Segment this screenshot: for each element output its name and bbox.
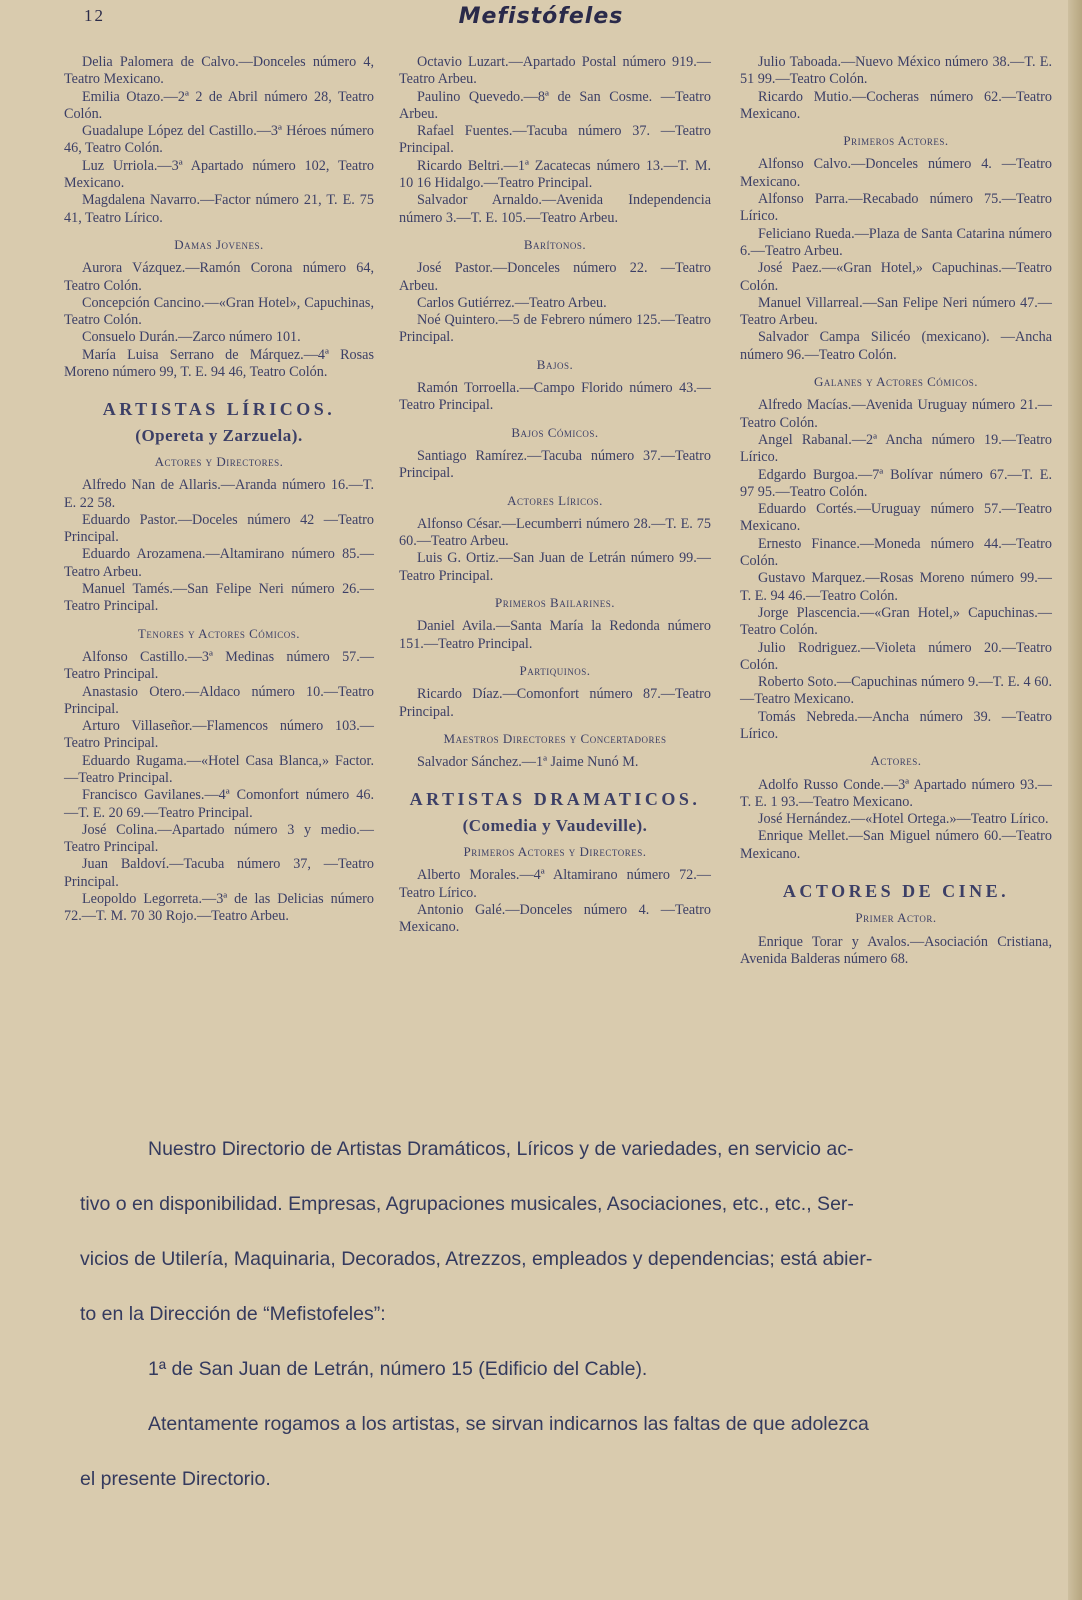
directory-entry: José Colina.—Apartado número 3 y medio.—Teatro Principal. [64,821,374,856]
notice-line: tivo o en disponibilidad. Empresas, Agrupaciones musicales, Asociaciones, etc., etc., Ser- [80,1193,854,1215]
directory-entry: Aurora Vázquez.—Ramón Corona número 64, Teatro Colón. [64,260,374,294]
directory-column-1 [64,54,374,926]
directory-entry: Alfonso César.—Lecumberri número 28.—T. E. 75 60.—Teatro Arbeu. [399,515,711,550]
directory-entry: José Pastor.—Donceles número 22. —Teatro Arbeu. [399,260,711,294]
directory-entry: Concepción Cancino.—«Gran Hotel», Capuchinas, Teatro Colón. [64,294,374,329]
section-subheading: Actores. [870,753,922,769]
section-subheading: Actores Líricos. [507,492,603,508]
directory-column-2 [399,54,711,936]
section-subheading: Maestros Directores y Concertadores [443,730,667,746]
directory-entry: Adolfo Russo Conde.—3ª Apartado número 93.—T. E. 1 93.—Teatro Mexicano. [740,776,1052,810]
directory-entry: Angel Rabanal.—2ª Ancha número 19.—Teatro Lírico. [740,431,1052,466]
directory-entry: Ricardo Beltri.—1ª Zacatecas número 13.—T. M. 10 16 Hidalgo.—Teatro Principal. [399,157,711,192]
section-subheading: Bajos Cómicos. [511,424,599,440]
directory-entry: Luis G. Ortiz.—San Juan de Letrán número 99.—Teatro Principal. [399,550,711,584]
masthead-title: Mefistófeles [458,4,624,29]
section-subheading: Primeros Actores. [843,133,949,149]
directory-entry: Noé Quintero.—5 de Febrero número 125.—Teatro Principal. [399,312,711,346]
directory-entry: Ricardo Mutio.—Cocheras número 62.—Teatro Mexicano. [740,88,1052,122]
section-subtitle: (Opereta y Zarzuela). [135,425,303,445]
section-heading: ARTISTAS LÍRICOS. [102,399,336,420]
section-subheading: Bajos. [536,356,574,372]
directory-entry: Enrique Torar y Avalos.—Asociación Cristiana, Avenida Balderas número 68. [740,933,1052,967]
directory-entry: Alberto Morales.—4ª Altamirano número 72.—Teatro Lírico. [399,867,711,901]
directory-entry: Santiago Ramírez.—Tacuba número 37.—Teatro Principal. [399,447,711,482]
directory-entry: Salvador Arnaldo.—Avenida Independencia número 3.—T. E. 105.—Teatro Arbeu. [399,192,711,226]
notice-line: 1ª de San Juan de Letrán, número 15 (Edificio del Cable). [148,1358,648,1380]
section-subheading: Tenores y Actores Cómicos. [137,625,301,641]
directory-entry: Consuelo Durán.—Zarco número 101. [82,329,301,346]
directory-entry: Daniel Avila.—Santa María la Redonda número 151.—Teatro Principal. [399,618,711,652]
directory-entry: Tomás Nebreda.—Ancha número 39. —Teatro Lírico. [740,708,1052,742]
directory-entry: Eduardo Pastor.—Doceles número 42 —Teatro Principal. [64,511,374,546]
directory-entry: Salvador Campa Silicéo (mexicano). —Ancha número 96.—Teatro Colón. [740,329,1052,363]
directory-entry: Antonio Galé.—Donceles número 4. —Teatro Mexicano. [399,901,711,936]
section-subheading: Barítonos. [523,236,587,252]
section-subtitle: (Comedia y Vaudeville). [462,815,648,835]
directory-entry: Salvador Sánchez.—1ª Jaime Nunó M. [417,754,639,771]
section-subheading: Primeros Bailarines. [495,595,615,611]
directory-entry: Jorge Plascencia.—«Gran Hotel,» Capuchinas.—Teatro Colón. [740,604,1052,639]
directory-entry: Ramón Torroella.—Campo Florido número 43.—Teatro Principal. [399,380,711,414]
directory-entry: Luz Urriola.—3ª Apartado número 102, Teatro Mexicano. [64,157,374,192]
section-subheading: Damas Jovenes. [174,236,264,252]
directory-entry: Arturo Villaseñor.—Flamencos número 103.—Teatro Principal. [64,718,374,752]
directory-entry: Juan Baldoví.—Tacuba número 37, —Teatro Principal. [64,856,374,890]
notice-line: Atentamente rogamos a los artistas, se sirvan indicarnos las faltas de que adolezca [148,1413,869,1435]
directory-column-3 [740,54,1052,968]
notice-line: vicios de Utilería, Maquinaria, Decorados, Atrezzos, empleados y dependencias; está abier- [80,1248,873,1270]
section-subheading: Primer Actor. [855,910,937,926]
directory-entry: Alfredo Nan de Allaris.—Aranda número 16.—T. E. 22 58. [64,477,374,511]
directory-entry: Alfonso Calvo.—Donceles número 4. —Teatro Mexicano. [740,156,1052,190]
section-subheading: Partiquinos. [519,662,591,678]
directory-entry: Anastasio Otero.—Aldaco número 10.—Teatro Principal. [64,683,374,717]
directory-entry: Alfredo Macías.—Avenida Uruguay número 21.—Teatro Colón. [740,397,1052,431]
section-subheading: Galanes y Actores Cómicos. [813,374,979,390]
directory-entry: Manuel Tamés.—San Felipe Neri número 26.—Teatro Principal. [64,581,374,615]
directory-notice [80,1122,1050,1507]
directory-entry: José Hernández.—«Hotel Ortega.»—Teatro Lírico. [758,811,1049,828]
directory-entry: Ernesto Finance.—Moneda número 44.—Teatro Colón. [740,535,1052,570]
directory-entry: Eduardo Cortés.—Uruguay número 57.—Teatro Mexicano. [740,501,1052,535]
notice-line: el presente Directorio. [80,1468,271,1490]
directory-entry: Delia Palomera de Calvo.—Donceles número 4, Teatro Mexicano. [64,54,374,88]
section-heading: ACTORES DE CINE. [782,881,1010,902]
section-heading: ARTISTAS DRAMATICOS. [409,789,701,810]
directory-entry: Eduardo Arozamena.—Altamirano número 85.—Teatro Arbeu. [64,546,374,580]
page-edge [1068,0,1082,1600]
section-subheading: Primeros Actores y Directores. [463,843,647,859]
directory-entry: Leopoldo Legorreta.—3ª de las Delicias número 72.—T. M. 70 30 Rojo.—Teatro Arbeu. [64,891,374,925]
page-number: 12 [84,6,105,25]
directory-entry: Francisco Gavilanes.—4ª Comonfort número 46.—T. E. 20 69.—Teatro Principal. [64,787,374,821]
directory-entry: Feliciano Rueda.—Plaza de Santa Catarina número 6.—Teatro Arbeu. [740,225,1052,259]
directory-entry: Manuel Villarreal.—San Felipe Neri número 47.—Teatro Arbeu. [740,294,1052,329]
directory-entry: Guadalupe López del Castillo.—3ª Héroes número 46, Teatro Colón. [64,123,374,157]
directory-entry: José Paez.—«Gran Hotel,» Capuchinas.—Teatro Colón. [740,260,1052,294]
directory-entry: Paulino Quevedo.—8ª de San Cosme. —Teatro Arbeu. [399,88,711,122]
directory-entry: Julio Taboada.—Nuevo México número 38.—T. E. 51 99.—Teatro Colón. [740,54,1052,88]
notice-line: to en la Dirección de “Mefistofeles”: [80,1303,386,1325]
notice-line: Nuestro Directorio de Artistas Dramáticos, Líricos y de variedades, en servicio ac- [148,1138,854,1160]
directory-entry: Octavio Luzart.—Apartado Postal número 919.—Teatro Arbeu. [399,54,711,88]
directory-entry: Roberto Soto.—Capuchinas número 9.—T. E. 4 60.—Teatro Mexicano. [740,674,1052,708]
directory-entry: Carlos Gutiérrez.—Teatro Arbeu. [417,294,607,311]
directory-entry: Ricardo Díaz.—Comonfort número 87.—Teatro Principal. [399,686,711,720]
directory-entry: María Luisa Serrano de Márquez.—4ª Rosas Moreno número 99, T. E. 94 46, Teatro Colón. [64,346,374,381]
directory-entry: Eduardo Rugama.—«Hotel Casa Blanca,» Factor.—Teatro Principal. [64,752,374,786]
directory-entry: Rafael Fuentes.—Tacuba número 37. —Teatro Principal. [399,123,711,157]
directory-entry: Emilia Otazo.—2ª 2 de Abril número 28, Teatro Colón. [64,88,374,122]
directory-entry: Edgardo Burgoa.—7ª Bolívar número 67.—T. E. 97 95.—Teatro Colón. [740,466,1052,500]
directory-entry: Alfonso Castillo.—3ª Medinas número 57.—Teatro Principal. [64,648,374,683]
directory-entry: Gustavo Marquez.—Rosas Moreno número 99.—T. E. 94 46.—Teatro Colón. [740,570,1052,604]
directory-entry: Enrique Mellet.—San Miguel número 60.—Teatro Mexicano. [740,828,1052,862]
directory-entry: Julio Rodriguez.—Violeta número 20.—Teatro Colón. [740,639,1052,673]
directory-entry: Alfonso Parra.—Recabado número 75.—Teatro Lírico. [740,191,1052,225]
directory-entry: Magdalena Navarro.—Factor número 21, T. E. 75 41, Teatro Lírico. [64,192,374,226]
section-subheading: Actores y Directores. [154,453,284,469]
